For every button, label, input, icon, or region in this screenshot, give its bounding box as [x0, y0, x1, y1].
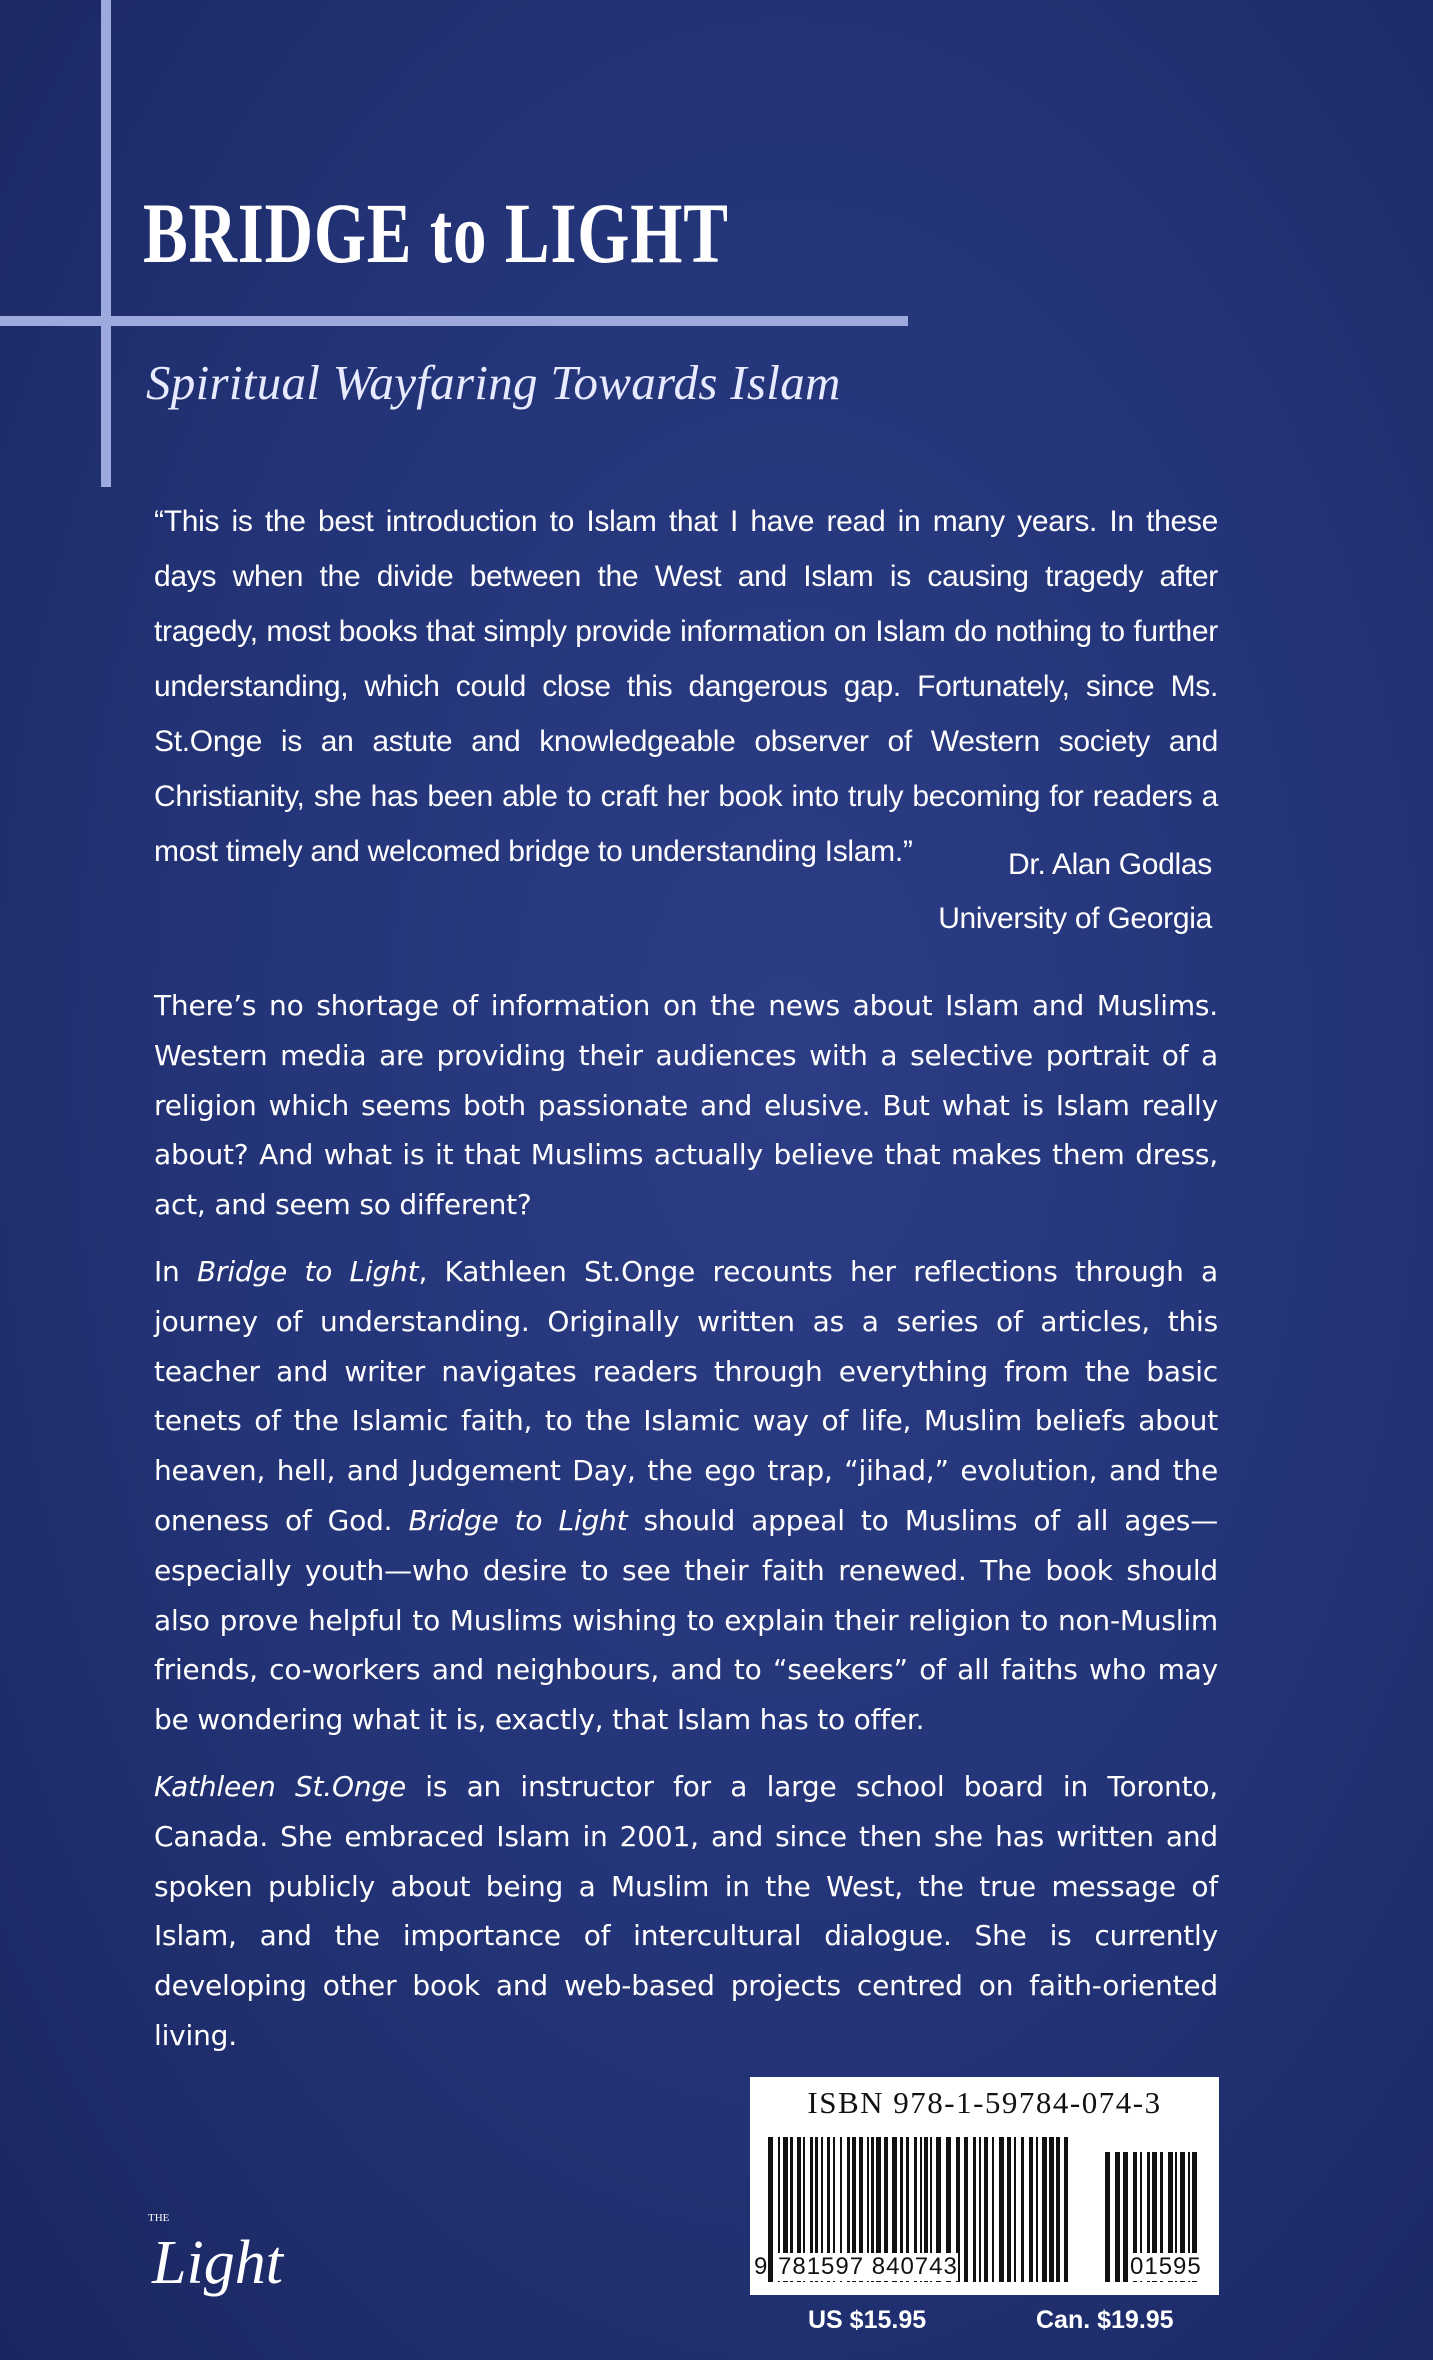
barcode-bar [964, 2137, 968, 2282]
p2-book-title: Bridge to Light [197, 1254, 419, 1288]
publisher-logo: Light [152, 2229, 283, 2297]
barcode-bar [1049, 2137, 1054, 2282]
barcode-bar [979, 2137, 981, 2282]
price-us: US $15.95 [808, 2306, 927, 2334]
barcode-bar [1014, 2137, 1016, 2282]
barcode-bar [1007, 2137, 1011, 2282]
p2-intro: In [154, 1254, 197, 1288]
barcode-bar [1042, 2137, 1047, 2282]
barcode-bar [1056, 2137, 1060, 2282]
barcode-bar [1021, 2137, 1024, 2282]
barcode-bar [1115, 2152, 1120, 2282]
endorsement-affiliation: University of Georgia [938, 902, 1212, 935]
barcode-panel [750, 2077, 1219, 2295]
horizontal-accent-line [0, 316, 908, 326]
author-name: Kathleen St.Onge [154, 1769, 406, 1803]
vertical-accent-line [101, 0, 111, 487]
price-canada: Can. $19.95 [1036, 2306, 1174, 2334]
p2-middle: , Kathleen St.Onge recounts her reflections through a journey of understanding. Originally written as a series of articles, this teacher and writer navigates readers through everything from the basic tenets of the Islamic faith, to the Islamic way of life, Muslim beliefs about heaven, hell, and Judgement Day, the ego trap, “jihad,” evolution, and the oneness of God. [154, 1254, 1218, 1537]
description-paragraph-1: There’s no shortage of information on the news about Islam and Muslims. Western media are providing their audiences with a selective portrait of a religion which seems both passionate and elusive. But what is Islam really about? And what is it that Muslims actually believe that makes them dress, act, and seem so different? [154, 989, 1218, 1222]
barcode-first-digit: 9 [754, 2253, 769, 2280]
barcode-bar [999, 2137, 1004, 2282]
barcode-bar [1123, 2152, 1128, 2282]
endorsement-author: Dr. Alan Godlas [1008, 848, 1212, 881]
barcode-main-digits: 781597 840743 [778, 2253, 958, 2280]
barcode-bar [992, 2137, 994, 2282]
barcode-bar [984, 2137, 988, 2282]
description-paragraph-2 [154, 1247, 1218, 1745]
barcode-bar [1064, 2137, 1068, 2282]
barcode-bar [768, 2137, 773, 2282]
book-title: BRIDGE to LIGHT [143, 185, 729, 281]
isbn-text: ISBN 978-1-59784-074-3 [807, 2085, 1162, 2120]
p2-book-title-2: Bridge to Light [408, 1503, 628, 1537]
publisher-logo-prefix: THE [148, 2212, 170, 2224]
barcode-bar [1036, 2137, 1038, 2282]
barcode-bar [1029, 2137, 1033, 2282]
barcode-bar [973, 2137, 976, 2282]
endorsement-quote: “This is the best introduction to Islam that I have read in many years. In these days when the divide between the West and Islam is causing tragedy after tragedy, most books that simply provide information on Islam do nothing to further understanding, which could close this dangerous gap. Fortunately, since Ms. St.Onge is an astute and knowledgeable observer of Western society and Christianity, she has been able to craft her book into truly becoming for readers a most timely and welcomed bridge to understanding Islam.” [154, 505, 1218, 868]
book-description [154, 981, 1218, 2078]
barcode-bar [1105, 2152, 1110, 2282]
author-bio [154, 1762, 1218, 2061]
author-bio-text: is an instructor for a large school board in Toronto, Canada. She embraced Islam in 2001, and since then she has written and spoken publicly about being a Muslim in the West, the true message of Islam, and the importance of intercultural dialogue. She is currently developing other book and web-based projects centred on faith-oriented living. [154, 1769, 1218, 2052]
barcode-addon-digits: 01595 [1130, 2253, 1202, 2280]
endorsement-attribution [800, 838, 1212, 946]
p2-end: should appeal to Muslims of all ages—especially youth—who desire to see their faith renewed. The book should also prove helpful to Muslims wishing to explain their religion to non-Muslim friends, co-workers and neighbours, and to “seekers” of all faiths who may be wondering what it is, exactly, that Islam has to offer. [154, 1503, 1218, 1737]
book-subtitle: Spiritual Wayfaring Towards Islam [146, 355, 841, 410]
